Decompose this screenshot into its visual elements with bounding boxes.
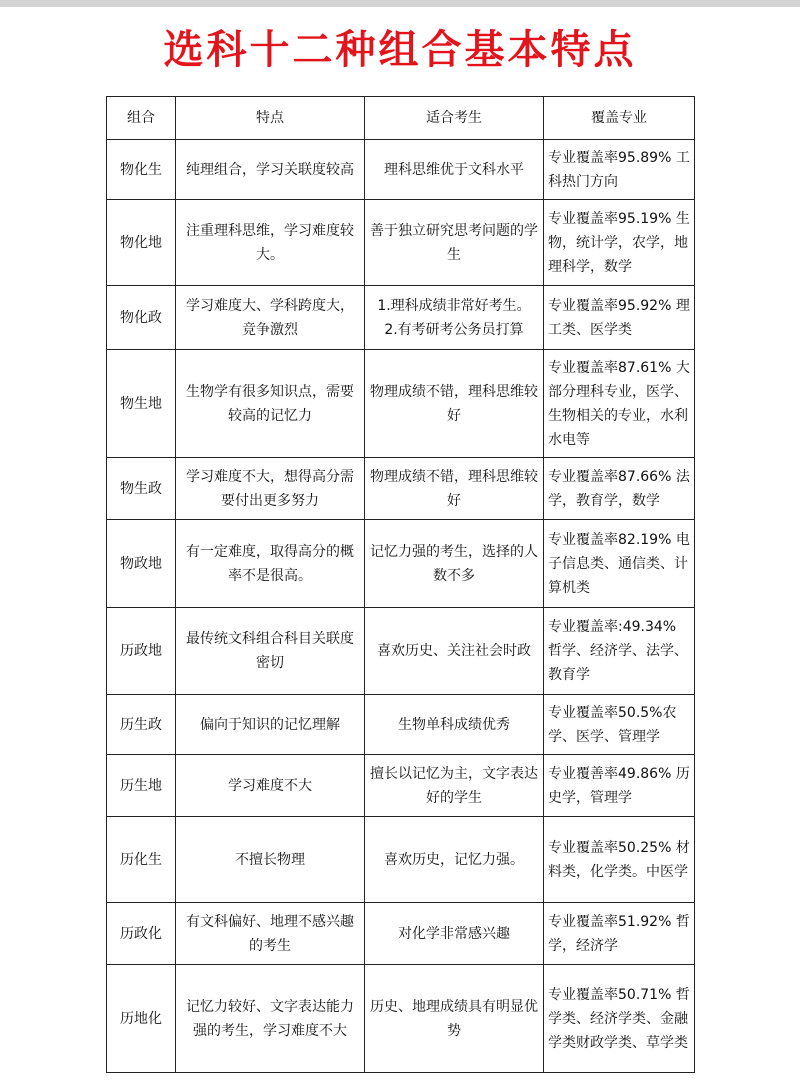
coverage-cell: 专业覆盖率95.92% 理工类、医学类 bbox=[544, 286, 695, 350]
table-row bbox=[107, 140, 695, 200]
suitable-cell: 理科思维优于文科水平 bbox=[365, 140, 544, 200]
suitable-cell: 历史、地理成绩具有明显优势 bbox=[365, 965, 544, 1073]
suitable-cell: 擅长以记忆为主，文字表达好的学生 bbox=[365, 755, 544, 817]
page-title: 选科十二种组合基本特点 bbox=[163, 27, 637, 73]
combo-cell: 物生政 bbox=[107, 458, 176, 520]
table-row bbox=[107, 608, 695, 695]
coverage-cell: 专业覆盖率51.92% 哲学，经济学 bbox=[544, 903, 695, 965]
coverage-cell: 专业覆盖率95.89% 工科热门方向 bbox=[544, 140, 695, 200]
header-row bbox=[107, 97, 695, 140]
coverage-cell: 专业覆盖率82.19% 电子信息类、通信类、计算机类 bbox=[544, 520, 695, 608]
combo-cell: 历地化 bbox=[107, 965, 176, 1073]
features-cell: 学习难度不大 bbox=[176, 755, 365, 817]
header-suitable: 适合考生 bbox=[365, 97, 544, 140]
table-row bbox=[107, 286, 695, 350]
suitable-cell: 1.理科成绩非常好考生。 2.有考研考公务员打算 bbox=[365, 286, 544, 350]
table-row bbox=[107, 350, 695, 458]
coverage-cell: 专业覆盖率50.5%农学、医学、管理学 bbox=[544, 695, 695, 755]
header-features: 特点 bbox=[176, 97, 365, 140]
coverage-cell: 专业覆盖率95.19% 生物，统计学，农学，地理科学，数学 bbox=[544, 200, 695, 286]
coverage-cell: 专业覆盖率87.61% 大部分理科专业，医学、生物相关的专业，水利水电等 bbox=[544, 350, 695, 458]
features-cell: 有一定难度，取得高分的概率不是很高。 bbox=[176, 520, 365, 608]
features-cell: 学习难度大、学科跨度大，竞争激烈 bbox=[176, 286, 365, 350]
suitable-cell: 喜欢历史、关注社会时政 bbox=[365, 608, 544, 695]
suitable-cell: 喜欢历史，记忆力强。 bbox=[365, 817, 544, 903]
header-coverage: 覆盖专业 bbox=[544, 97, 695, 140]
table-row bbox=[107, 965, 695, 1073]
coverage-cell: 专业覆盖率87.66% 法学，教育学，数学 bbox=[544, 458, 695, 520]
table-row bbox=[107, 817, 695, 903]
table-row bbox=[107, 903, 695, 965]
coverage-cell: 专业覆盖率:49.34% 哲学、经济学、法学、教育学 bbox=[544, 608, 695, 695]
table-row bbox=[107, 458, 695, 520]
features-cell: 注重理科思维，学习难度较大。 bbox=[176, 200, 365, 286]
combination-table bbox=[106, 96, 695, 1073]
coverage-cell: 专业覆盖率50.71% 哲学类、经济学类、金融学类财政学类、草学类 bbox=[544, 965, 695, 1073]
suitable-cell: 对化学非常感兴趣 bbox=[365, 903, 544, 965]
combo-cell: 历政地 bbox=[107, 608, 176, 695]
features-cell: 最传统文科组合科目关联度密切 bbox=[176, 608, 365, 695]
table-row bbox=[107, 695, 695, 755]
table-row bbox=[107, 200, 695, 286]
header-combo: 组合 bbox=[107, 97, 176, 140]
features-cell: 有文科偏好、地理不感兴趣的考生 bbox=[176, 903, 365, 965]
suitable-cell: 物理成绩不错，理科思维较好 bbox=[365, 350, 544, 458]
suitable-cell: 记忆力强的考生，选择的人数不多 bbox=[365, 520, 544, 608]
combo-cell: 历化生 bbox=[107, 817, 176, 903]
coverage-cell: 专业覆善率49.86% 历史学，管理学 bbox=[544, 755, 695, 817]
features-cell: 纯理组合，学习关联度较高 bbox=[176, 140, 365, 200]
combo-cell: 物化地 bbox=[107, 200, 176, 286]
features-cell: 记忆力较好、文字表达能力强的考生，学习难度不大 bbox=[176, 965, 365, 1073]
suitable-cell: 生物单科成绩优秀 bbox=[365, 695, 544, 755]
table-row bbox=[107, 520, 695, 608]
top-strip bbox=[0, 0, 800, 7]
combo-cell: 历政化 bbox=[107, 903, 176, 965]
table-row bbox=[107, 755, 695, 817]
combo-cell: 历生地 bbox=[107, 755, 176, 817]
features-cell: 生物学有很多知识点，需要较高的记忆力 bbox=[176, 350, 365, 458]
combo-cell: 物政地 bbox=[107, 520, 176, 608]
coverage-cell: 专业覆盖率50.25% 材料类，化学类。中医学 bbox=[544, 817, 695, 903]
suitable-cell: 善于独立研究思考问题的学生 bbox=[365, 200, 544, 286]
combo-cell: 物化生 bbox=[107, 140, 176, 200]
combo-cell: 历生政 bbox=[107, 695, 176, 755]
combo-cell: 物生地 bbox=[107, 350, 176, 458]
features-cell: 不擅长物理 bbox=[176, 817, 365, 903]
features-cell: 偏向于知识的记忆理解 bbox=[176, 695, 365, 755]
combo-cell: 物化政 bbox=[107, 286, 176, 350]
features-cell: 学习难度不大，想得高分需要付出更多努力 bbox=[176, 458, 365, 520]
suitable-cell: 物理成绩不错，理科思维较好 bbox=[365, 458, 544, 520]
